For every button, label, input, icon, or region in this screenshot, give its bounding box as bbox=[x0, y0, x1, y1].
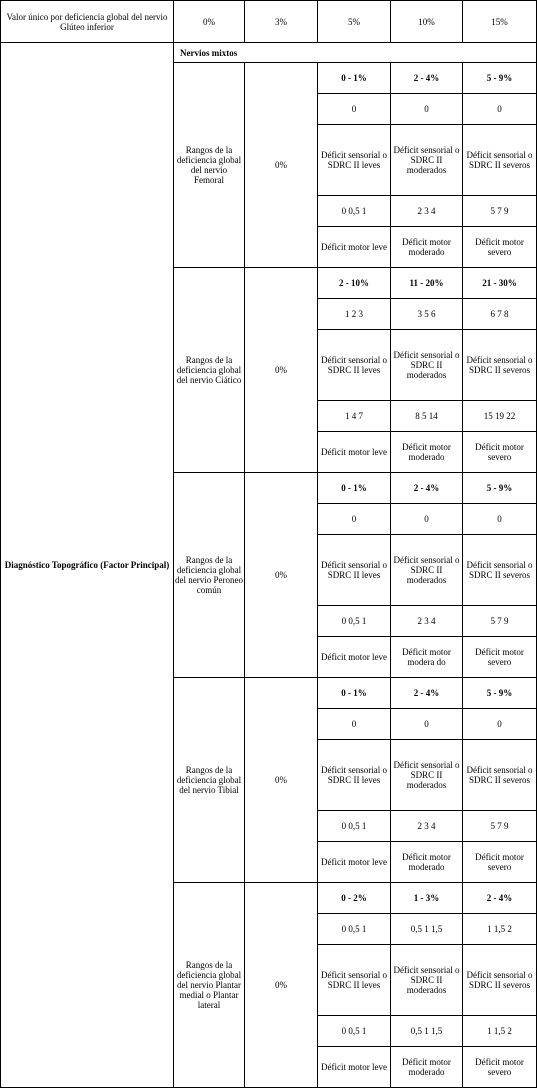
motor-value-cell: 5 7 9 bbox=[463, 811, 537, 842]
motor-value-cell: 1 4 7 bbox=[318, 401, 391, 432]
sensory-value-cell: 0 bbox=[318, 94, 391, 125]
gluteo-inferior-label: Valor único por deficiencia global del nervio Glúteo inferior bbox=[1, 1, 174, 43]
motor-desc-cell: Déficit motor severo bbox=[463, 842, 537, 883]
sensory-desc-cell: Déficit sensorial o SDRC II severos bbox=[463, 945, 537, 1016]
range-cell: 5 - 9% bbox=[463, 473, 537, 504]
motor-value-cell: 0 0,5 1 bbox=[318, 606, 391, 637]
motor-desc-cell: Déficit motor leve bbox=[318, 227, 391, 268]
sensory-desc-cell: Déficit sensorial o SDRC II leves bbox=[318, 740, 391, 811]
sensory-value-cell: 0 bbox=[391, 94, 463, 125]
gluteo-value-4: 15% bbox=[463, 1, 537, 43]
motor-desc-cell: Déficit motor modera do bbox=[391, 637, 463, 678]
section-title: Nervios mixtos bbox=[174, 43, 537, 63]
sensory-desc-cell: Déficit sensorial o SDRC II severos bbox=[463, 125, 537, 196]
motor-desc-cell: Déficit motor severo bbox=[463, 637, 537, 678]
sensory-desc-cell: Déficit sensorial o SDRC II moderados bbox=[391, 330, 463, 401]
range-cell: 21 - 30% bbox=[463, 268, 537, 299]
range-cell: 5 - 9% bbox=[463, 63, 537, 94]
sensory-value-cell: 6 7 8 bbox=[463, 299, 537, 330]
sensory-desc-cell: Déficit sensorial o SDRC II moderados bbox=[391, 125, 463, 196]
sensory-value-cell: 0 bbox=[391, 709, 463, 740]
sensory-value-cell: 0 bbox=[318, 709, 391, 740]
sensory-desc-cell: Déficit sensorial o SDRC II leves bbox=[318, 125, 391, 196]
nerve-percent: 0% bbox=[245, 883, 318, 1088]
range-cell: 5 - 9% bbox=[463, 678, 537, 709]
sensory-value-cell: 1 1,5 2 bbox=[463, 914, 537, 945]
nerve-label: Rangos de la deficiencia global del nervio Peroneo común bbox=[174, 473, 245, 678]
motor-desc-cell: Déficit motor moderado bbox=[391, 227, 463, 268]
sensory-value-cell: 0 bbox=[463, 504, 537, 535]
motor-value-cell: 5 7 9 bbox=[463, 606, 537, 637]
motor-desc-cell: Déficit motor leve bbox=[318, 432, 391, 473]
range-cell: 11 - 20% bbox=[391, 268, 463, 299]
nerve-label: Rangos de la deficiencia global del nervio Femoral bbox=[174, 63, 245, 268]
motor-value-cell: 8 5 14 bbox=[391, 401, 463, 432]
gluteo-value-1: 3% bbox=[245, 1, 318, 43]
nerve-percent: 0% bbox=[245, 678, 318, 883]
sensory-desc-cell: Déficit sensorial o SDRC II severos bbox=[463, 740, 537, 811]
sensory-value-cell: 0 bbox=[463, 94, 537, 125]
nerve-label: Rangos de la deficiencia global del nervio Plantar medial o Plantar lateral bbox=[174, 883, 245, 1088]
gluteo-value-2: 5% bbox=[318, 1, 391, 43]
motor-value-cell: 0 0,5 1 bbox=[318, 811, 391, 842]
sensory-desc-cell: Déficit sensorial o SDRC II leves bbox=[318, 535, 391, 606]
nerve-label: Rangos de la deficiencia global del nervio Tibial bbox=[174, 678, 245, 883]
motor-desc-cell: Déficit motor moderado bbox=[391, 842, 463, 883]
section-header-row bbox=[1, 43, 537, 63]
motor-value-cell: 2 3 4 bbox=[391, 811, 463, 842]
sensory-desc-cell: Déficit sensorial o SDRC II leves bbox=[318, 330, 391, 401]
motor-value-cell: 0 0,5 1 bbox=[318, 196, 391, 227]
motor-value-cell: 15 19 22 bbox=[463, 401, 537, 432]
range-cell: 1 - 3% bbox=[391, 883, 463, 914]
nerve-percent: 0% bbox=[245, 473, 318, 678]
range-cell: 2 - 4% bbox=[391, 473, 463, 504]
sensory-value-cell: 1 2 3 bbox=[318, 299, 391, 330]
sensory-value-cell: 3 5 6 bbox=[391, 299, 463, 330]
motor-desc-cell: Déficit motor leve bbox=[318, 1047, 391, 1088]
main-diagnosis-label: Diagnóstico Topográfico (Factor Principal) bbox=[1, 43, 174, 1088]
range-cell: 0 - 1% bbox=[318, 63, 391, 94]
range-cell: 2 - 10% bbox=[318, 268, 391, 299]
range-cell: 0 - 1% bbox=[318, 473, 391, 504]
range-cell: 0 - 2% bbox=[318, 883, 391, 914]
sensory-value-cell: 0 bbox=[318, 504, 391, 535]
gluteo-value-0: 0% bbox=[174, 1, 245, 43]
motor-desc-cell: Déficit motor severo bbox=[463, 1047, 537, 1088]
sensory-desc-cell: Déficit sensorial o SDRC II severos bbox=[463, 330, 537, 401]
range-cell: 0 - 1% bbox=[318, 678, 391, 709]
nerve-label: Rangos de la deficiencia global del nervio Ciático bbox=[174, 268, 245, 473]
motor-value-cell: 0 0,5 1 bbox=[318, 1016, 391, 1047]
motor-value-cell: 2 3 4 bbox=[391, 606, 463, 637]
nerve-percent: 0% bbox=[245, 268, 318, 473]
motor-value-cell: 2 3 4 bbox=[391, 196, 463, 227]
sensory-desc-cell: Déficit sensorial o SDRC II severos bbox=[463, 535, 537, 606]
motor-value-cell: 0,5 1 1,5 bbox=[391, 1016, 463, 1047]
sensory-desc-cell: Déficit sensorial o SDRC II leves bbox=[318, 945, 391, 1016]
motor-value-cell: 1 1,5 2 bbox=[463, 1016, 537, 1047]
gluteo-value-3: 10% bbox=[391, 1, 463, 43]
sensory-desc-cell: Déficit sensorial o SDRC II moderados bbox=[391, 740, 463, 811]
sensory-value-cell: 0 bbox=[463, 709, 537, 740]
motor-desc-cell: Déficit motor moderado bbox=[391, 1047, 463, 1088]
range-cell: 2 - 4% bbox=[391, 63, 463, 94]
motor-desc-cell: Déficit motor severo bbox=[463, 227, 537, 268]
sensory-value-cell: 0 bbox=[391, 504, 463, 535]
motor-desc-cell: Déficit motor severo bbox=[463, 432, 537, 473]
range-cell: 2 - 4% bbox=[391, 678, 463, 709]
sensory-desc-cell: Déficit sensorial o SDRC II moderados bbox=[391, 945, 463, 1016]
motor-desc-cell: Déficit motor leve bbox=[318, 842, 391, 883]
nerve-percent: 0% bbox=[245, 63, 318, 268]
motor-value-cell: 5 7 9 bbox=[463, 196, 537, 227]
motor-desc-cell: Déficit motor moderado bbox=[391, 432, 463, 473]
motor-desc-cell: Déficit motor leve bbox=[318, 637, 391, 678]
range-cell: 2 - 4% bbox=[463, 883, 537, 914]
sensory-desc-cell: Déficit sensorial o SDRC II moderados bbox=[391, 535, 463, 606]
sensory-value-cell: 0,5 1 1,5 bbox=[391, 914, 463, 945]
gluteo-inferior-row bbox=[1, 1, 537, 43]
sensory-value-cell: 0 0,5 1 bbox=[318, 914, 391, 945]
